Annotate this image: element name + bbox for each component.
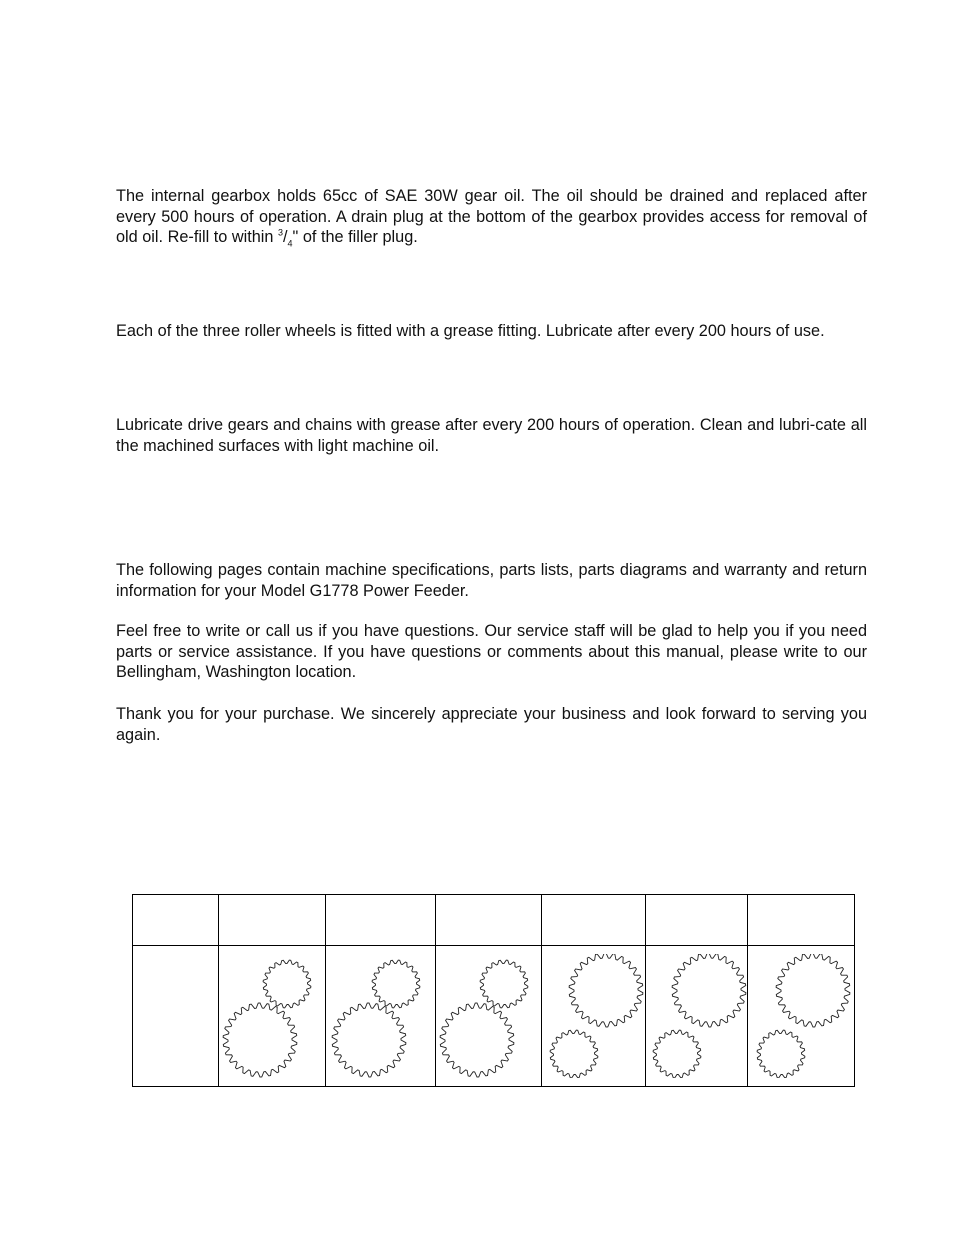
gear-cell-4 <box>542 946 646 1087</box>
small-gear-icon <box>653 1030 701 1078</box>
large-gear-icon <box>672 954 746 1027</box>
fraction-separator: / <box>283 228 288 247</box>
gear-pair-icon <box>751 954 851 1078</box>
drive-gears-paragraph: Lubricate drive gears and chains with grease after every 200 hours of operation. Clean and lubri-cate all the machined surfaces with light machine oil. <box>116 416 867 455</box>
header-cell-3 <box>436 895 542 946</box>
small-gear-icon <box>263 960 311 1008</box>
gear-cell-5 <box>646 946 748 1087</box>
small-gear-icon <box>757 1030 805 1078</box>
gear-pair-icon <box>331 954 431 1078</box>
large-gear-icon <box>776 954 850 1027</box>
large-gear-icon <box>332 1003 406 1077</box>
gearbox-text: The internal gearbox holds 65cc of SAE 30W gear oil. The oil should be drained and replaced after every 500 hours of operation. A drain plug at the bottom of the gearbox provides access for removal of old oil. Re-fill to within <box>116 187 867 247</box>
gear-chart-gear-row <box>133 946 855 1087</box>
fraction-numerator: 3 <box>277 227 283 238</box>
small-gear-icon <box>372 960 420 1008</box>
gear-cell-6 <box>748 946 855 1087</box>
closure-paragraph-1: The following pages contain machine specifications, parts lists, parts diagrams and warranty and return information for your Model G1778 Power Feeder. <box>116 561 867 600</box>
gear-cell-1 <box>219 946 326 1087</box>
small-gear-icon <box>480 960 528 1008</box>
gear-chart-table <box>132 894 855 1087</box>
gear-pair-icon <box>222 954 322 1078</box>
closure-paragraph-3: Thank you for your purchase. We sincerely appreciate your business and look forward to serving you again. <box>116 705 867 744</box>
header-cell-2 <box>326 895 436 946</box>
gear-cell-2 <box>326 946 436 1087</box>
large-gear-icon <box>223 1003 297 1077</box>
roller-wheels-paragraph: Each of the three roller wheels is fitted with a grease fitting. Lubricate after every 200 hours of use. <box>116 322 825 340</box>
header-cell-4 <box>542 895 646 946</box>
gear-row-label-cell <box>133 946 219 1087</box>
header-cell-6 <box>748 895 855 946</box>
fraction-denominator: 4 <box>287 238 293 249</box>
gear-cell-3 <box>436 946 542 1087</box>
gearbox-oil-paragraph <box>116 186 867 248</box>
gear-pair-icon <box>544 954 644 1078</box>
small-gear-icon <box>550 1030 598 1078</box>
gear-pair-icon <box>439 954 539 1078</box>
header-cell-5 <box>646 895 748 946</box>
header-cell-1 <box>219 895 326 946</box>
gearbox-text-end: " of the filler plug. <box>292 228 418 247</box>
gear-chart-header-row <box>133 895 855 946</box>
header-cell-label <box>133 895 219 946</box>
large-gear-icon <box>569 954 643 1027</box>
large-gear-icon <box>440 1003 514 1077</box>
gear-pair-icon <box>647 954 747 1078</box>
closure-paragraph-2: Feel free to write or call us if you have questions. Our service staff will be glad to help you if you need parts or service assistance. If you have questions or comments about this manual, please write to our Bellingham, Washington location. <box>116 622 867 682</box>
